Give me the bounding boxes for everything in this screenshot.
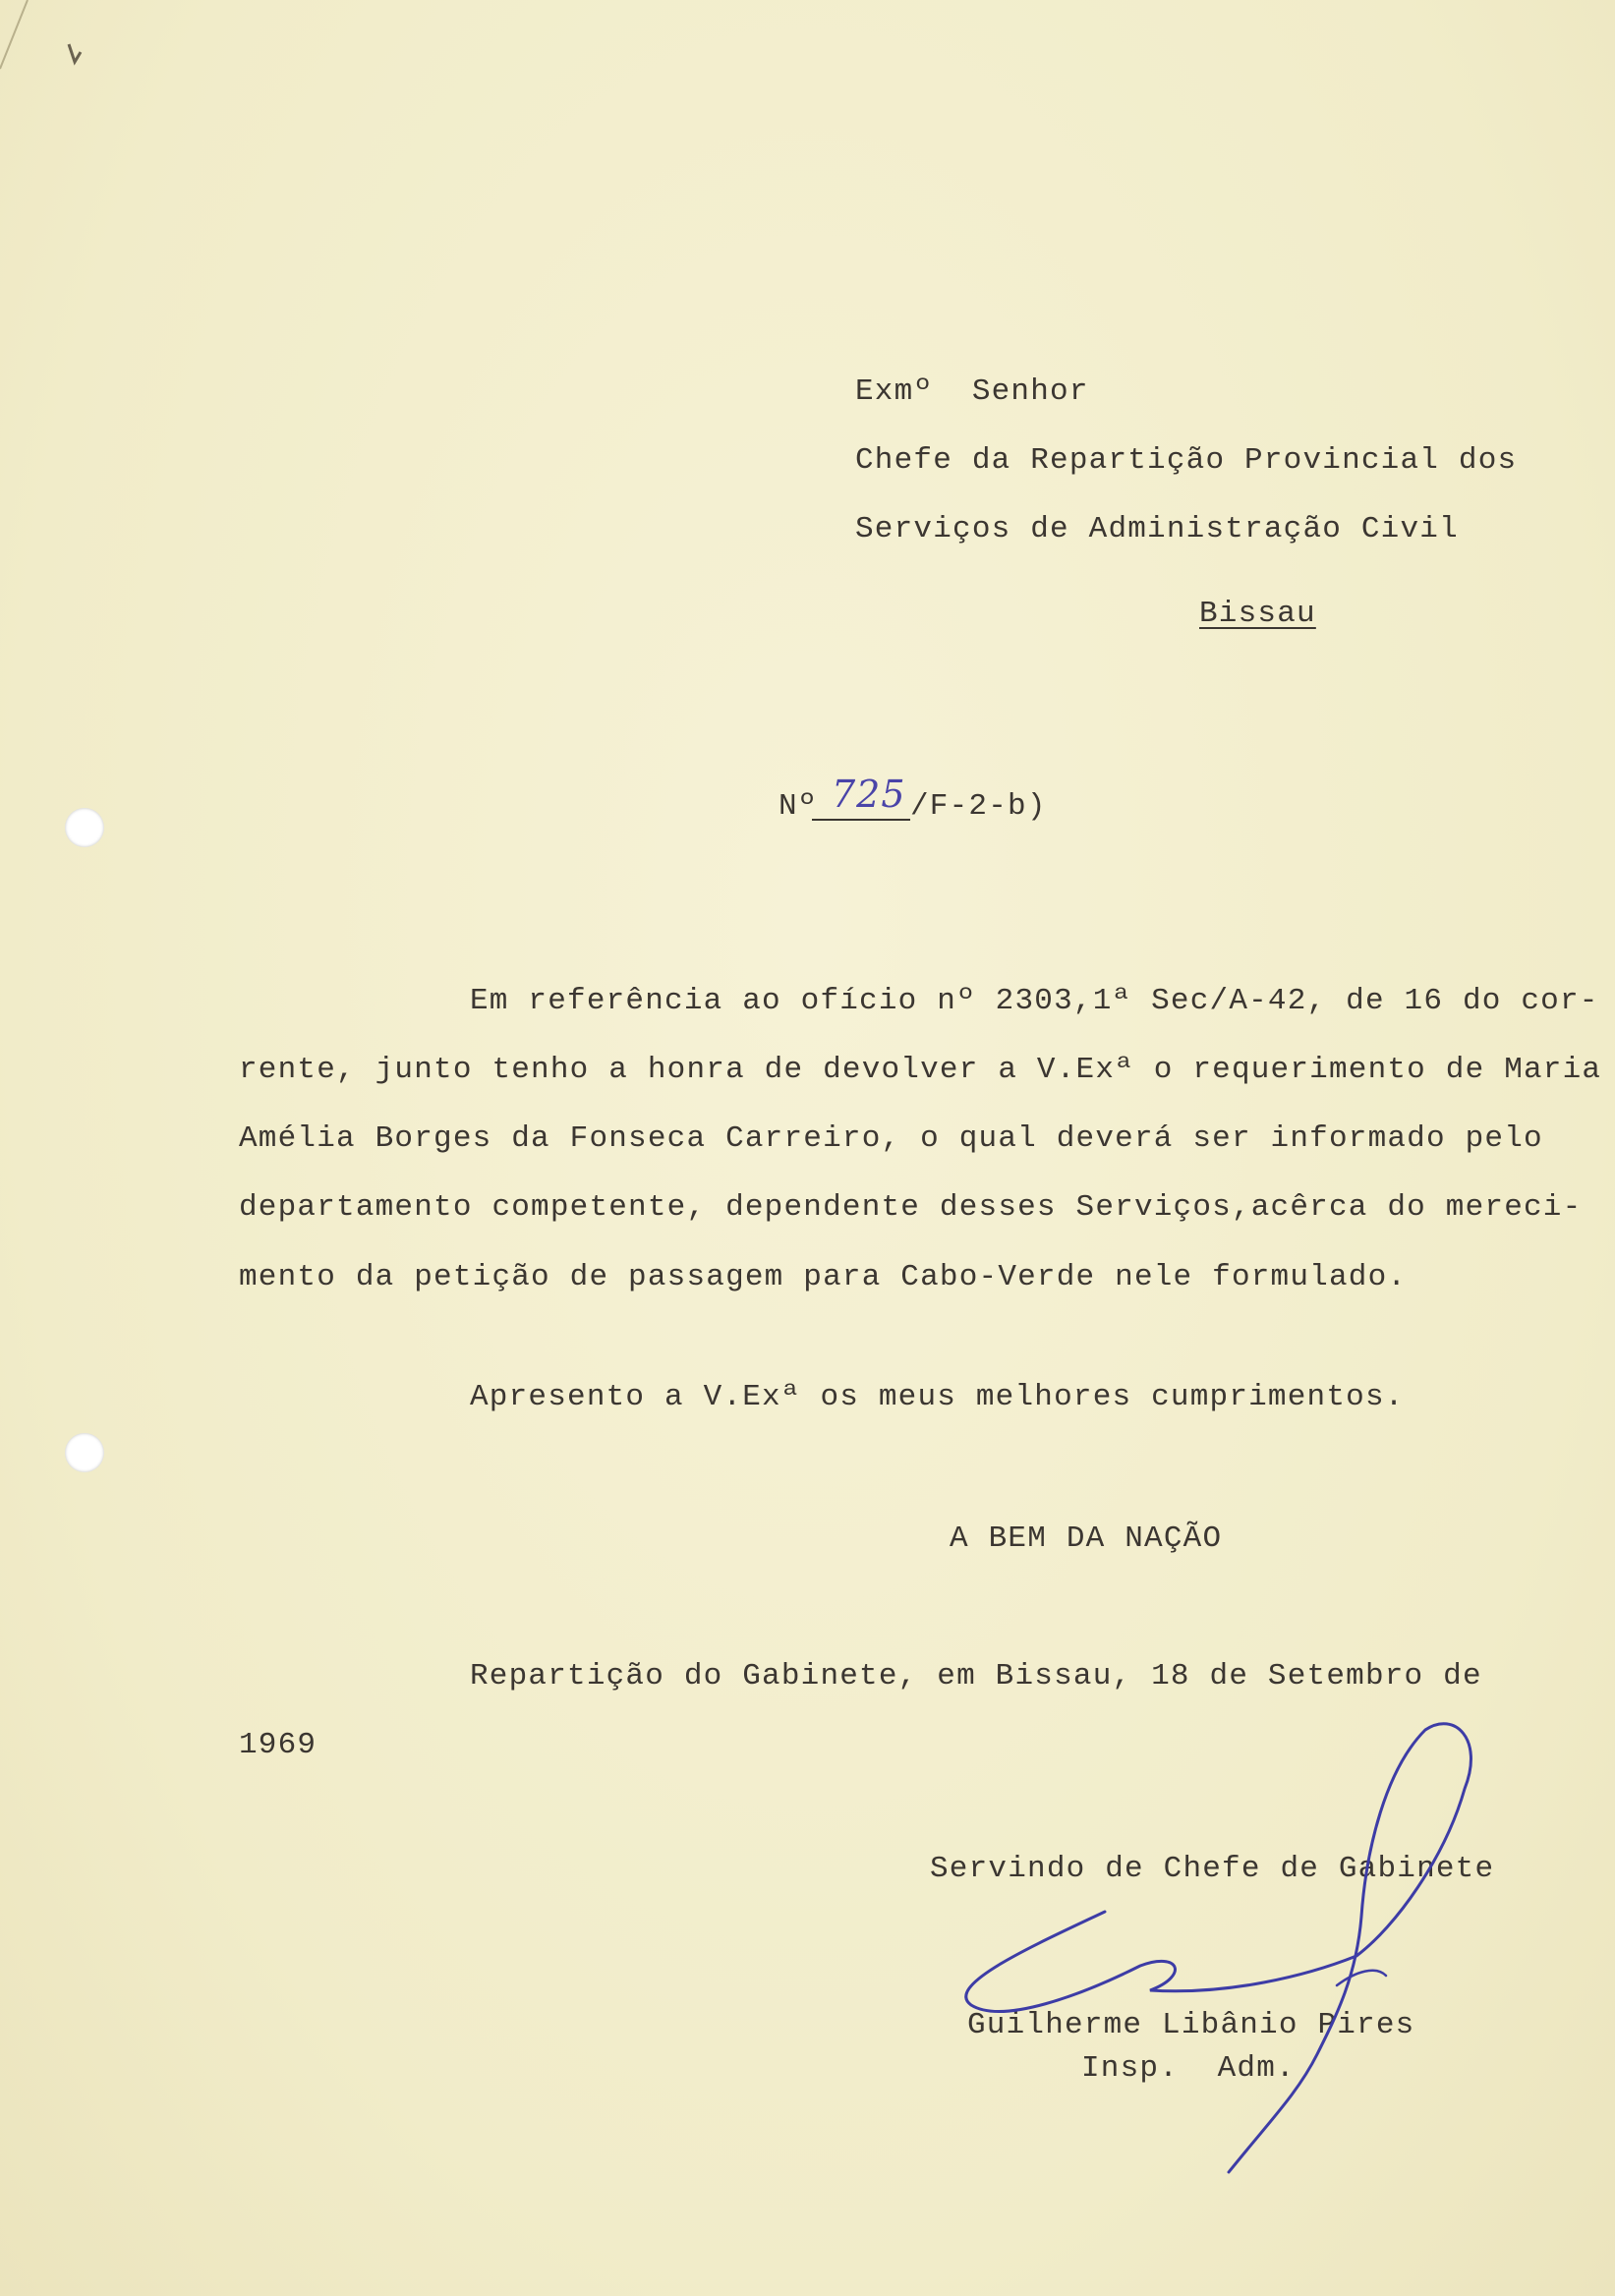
closing-motto: A BEM DA NAÇÃO [950, 1521, 1223, 1556]
signatory-name: Guilherme Libânio Pires [967, 2008, 1415, 2042]
body-line-4: departamento competente, dependente desses Serviços,acêrca do mereci- [239, 1190, 1583, 1225]
reference-suffix: /F-2-b) [910, 789, 1047, 824]
signatory-role: Servindo de Chefe de Gabinete [930, 1852, 1495, 1886]
body-line-3: Amélia Borges da Fonseca Carreiro, o qual deverá ser informado pelo [239, 1121, 1543, 1156]
address-line-1: Chefe da Repartição Provincial dos [855, 443, 1518, 478]
year: 1969 [239, 1728, 317, 1762]
place-date: Repartição do Gabinete, em Bissau, 18 de Setembro de [470, 1659, 1482, 1693]
body-line-5: mento da petição de passagem para Cabo-Verde nele formulado. [239, 1260, 1408, 1294]
address-salutation: Exmº Senhor [855, 374, 1089, 409]
address-city: Bissau [1199, 597, 1316, 631]
address-line-2: Serviços de Administração Civil [855, 512, 1459, 546]
reference-prefix: Nº [779, 789, 818, 824]
reference-number: 725 [832, 773, 906, 816]
body-line-1: Em referência ao ofício nº 2303,1ª Sec/A-42, de 16 do cor- [470, 984, 1599, 1018]
body-paragraph-2: Apresento a V.Exª os meus melhores cumprimentos. [470, 1380, 1405, 1414]
body-line-2: rente, junto tenho a honra de devolver a V.Exª o requerimento de Maria [239, 1053, 1602, 1087]
signatory-title: Insp. Adm. [1081, 2051, 1296, 2086]
